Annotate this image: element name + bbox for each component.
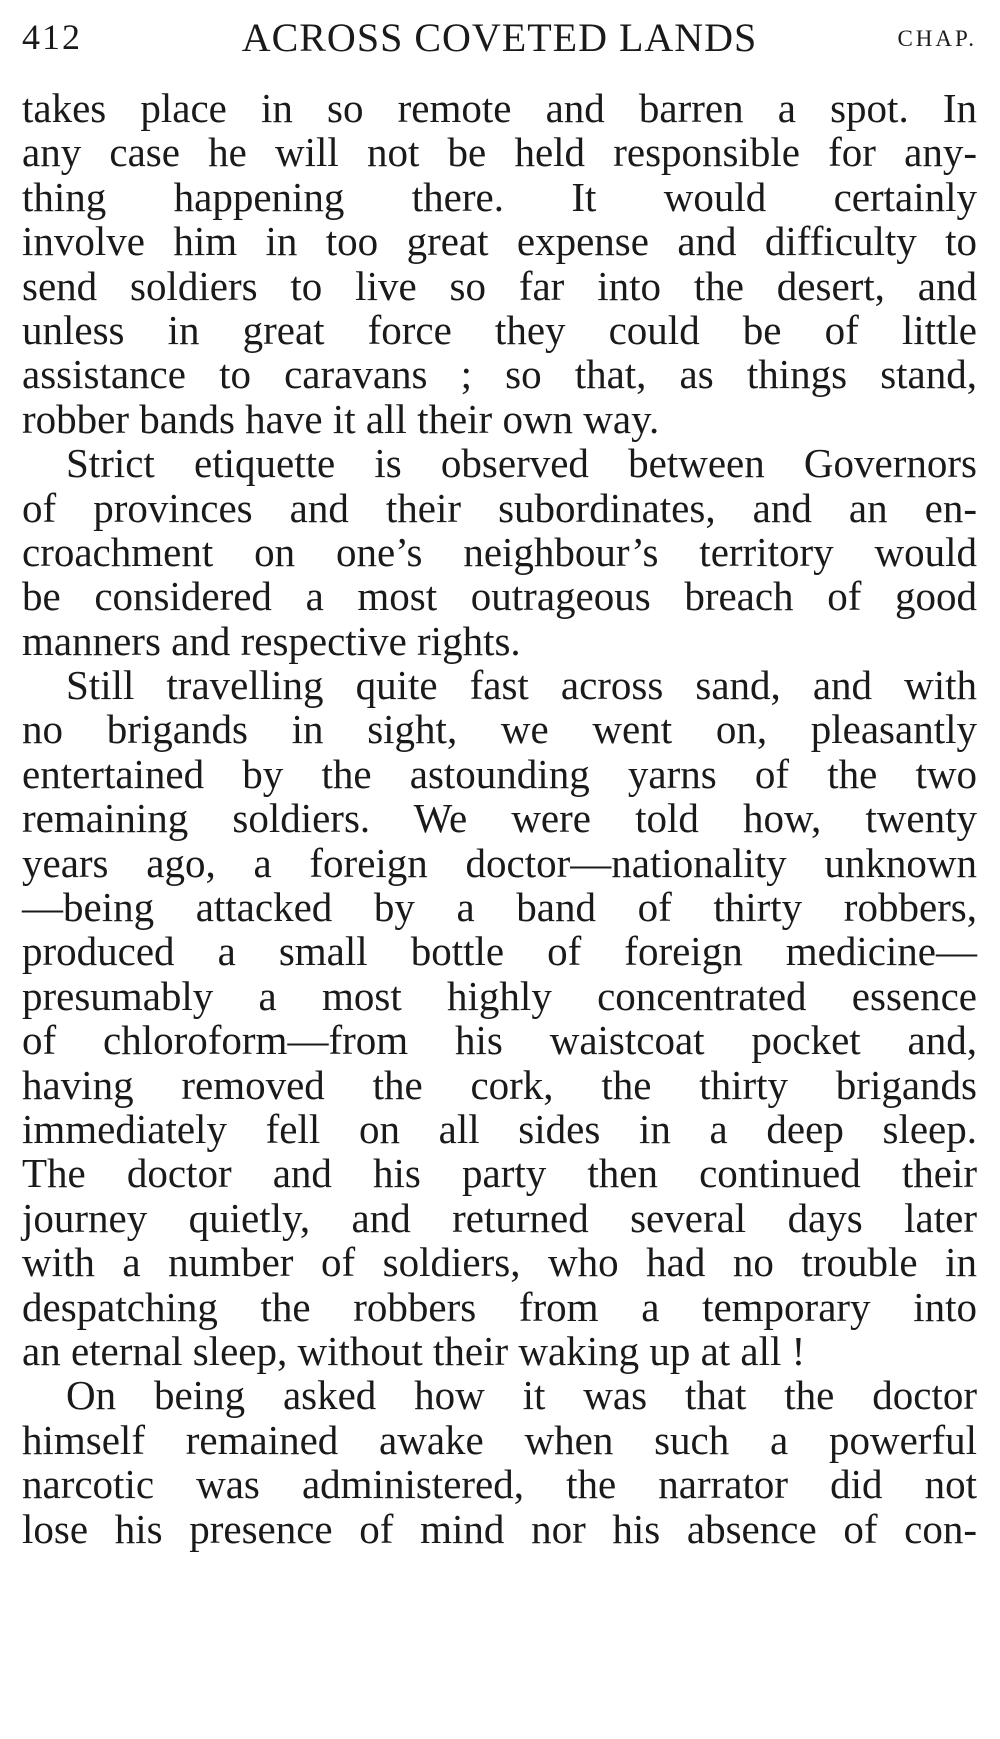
paragraph-4 [22, 1373, 977, 1551]
text-line: with a number of soldiers, who had no trouble in [22, 1239, 977, 1286]
chapter-marker: CHAP. [897, 26, 977, 51]
running-head [22, 0, 977, 86]
text-line: thing happening there. It would certainly [22, 173, 977, 220]
text-line: years ago, a foreign doctor—nationality unknown [22, 839, 977, 886]
text-line: no brigands in sight, we went on, pleasantly [22, 706, 977, 753]
text-line: immediately fell on all sides in a deep sleep. [22, 1105, 977, 1152]
text-line: —being attacked by a band of thirty robbers, [22, 884, 977, 931]
text-line: despatching the robbers from a temporary into [22, 1283, 977, 1330]
text-line: an eternal sleep, without their waking up at all ! [22, 1327, 806, 1374]
text-line: of provinces and their subordinates, and an en- [22, 484, 977, 531]
text-line: lose his presence of mind nor his absence of con- [22, 1505, 977, 1552]
text-line: having removed the cork, the thirty brigands [22, 1061, 977, 1108]
text-line: robber bands have it all their own way. [22, 395, 660, 442]
text-line: send soldiers to live so far into the desert, and [22, 262, 977, 309]
text-line: of chloroform—from his waistcoat pocket and, [22, 1017, 977, 1064]
text-line: On being asked how it was that the doctor [66, 1372, 977, 1419]
paragraph-2 [22, 441, 977, 663]
book-title: ACROSS COVETED LANDS [241, 15, 758, 60]
text-line: assistance to caravans ; so that, as things stand, [22, 351, 977, 398]
text-line: involve him in too great expense and difficulty to [22, 218, 977, 265]
paragraph-1 [22, 86, 977, 441]
text-line: himself remained awake when such a powerful [22, 1416, 977, 1463]
paragraph-3 [22, 663, 977, 1373]
text-line: narcotic was administered, the narrator did not [22, 1461, 977, 1508]
text-line: entertained by the astounding yarns of the two [22, 750, 977, 797]
body-text [22, 86, 977, 1551]
text-line: croachment on one’s neighbour’s territory would [22, 528, 977, 575]
text-line: journey quietly, and returned several days later [22, 1194, 977, 1241]
page-number: 412 [22, 17, 82, 57]
text-line: The doctor and his party then continued their [22, 1150, 977, 1197]
text-line: remaining soldiers. We were told how, twenty [22, 795, 977, 842]
text-line: Still travelling quite fast across sand, and with [66, 662, 977, 709]
text-line: takes place in so remote and barren a spot. In [22, 85, 977, 131]
text-line: Strict etiquette is observed between Governors [66, 440, 977, 487]
text-line: unless in great force they could be of little [22, 306, 977, 353]
text-line: manners and respective rights. [22, 617, 521, 664]
text-line: presumably a most highly concentrated essence [22, 972, 977, 1019]
text-line: produced a small bottle of foreign medicine— [22, 928, 977, 975]
book-page [22, 0, 977, 1551]
text-line: be considered a most outrageous breach of good [22, 573, 977, 620]
text-line: any case he will not be held responsible for any- [22, 129, 977, 176]
